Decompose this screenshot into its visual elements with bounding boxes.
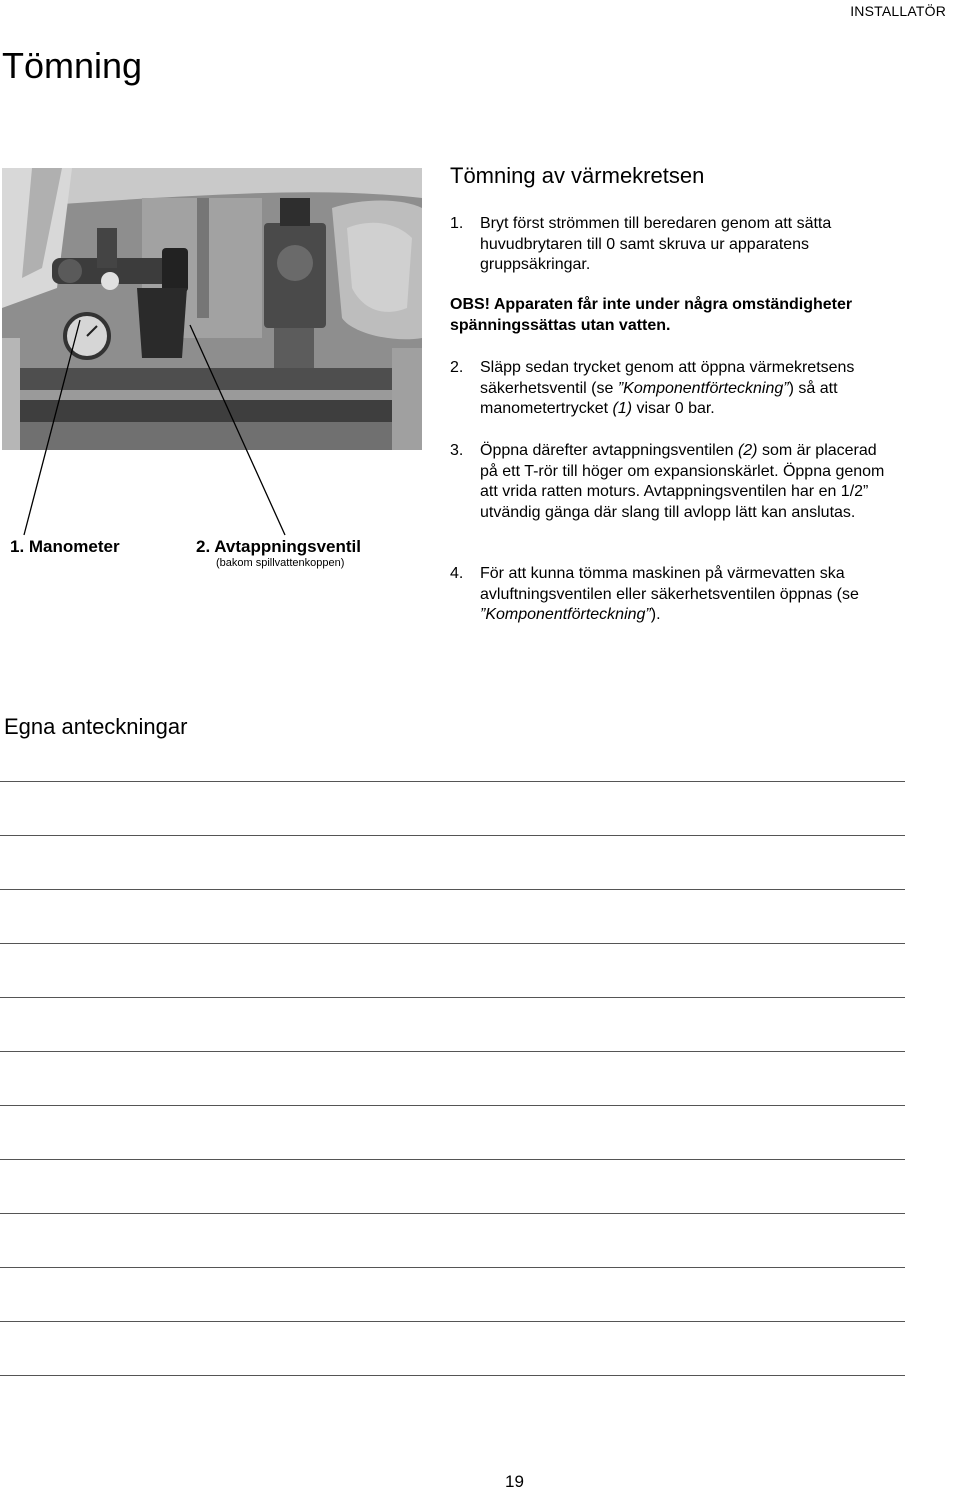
reference-drain-valve: (2) — [737, 442, 758, 459]
list-item-step-3 — [450, 441, 890, 523]
step-number: 4. — [450, 565, 464, 582]
notes-line — [0, 835, 905, 836]
obs-warning-text: OBS! Apparaten får inte under några omständigheter spänningssättas utan vatten. — [450, 296, 853, 334]
notes-line — [0, 1213, 905, 1214]
step-text-part: Öppna därefter avtappningsventilen — [480, 442, 738, 459]
callout-leader-lines — [0, 160, 440, 540]
list-item-step-1 — [450, 214, 890, 276]
section-header-label: INSTALLATÖR — [850, 3, 946, 19]
figure-label-drain-valve-note: (bakom spillvattenkoppen) — [216, 557, 345, 569]
notes-line — [0, 1267, 905, 1268]
page-number: 19 — [505, 1472, 524, 1491]
leader-line-drain-valve — [190, 325, 285, 535]
notes-line — [0, 1375, 905, 1376]
step-text: Bryt först strömmen till beredaren genom att sätta huvudbrytaren till 0 samt skruva ur apparatens gruppsäkringar. — [480, 215, 832, 274]
obs-warning — [450, 295, 890, 336]
list-item-step-2 — [450, 358, 890, 420]
figure-label-manometer: 1. Manometer — [10, 537, 120, 556]
reference-component-list: ”Komponentförteckning” — [480, 606, 651, 624]
reference-component-list: ”Komponentförteckning” — [617, 379, 789, 397]
figure-label-drain-valve: 2. Avtappningsventil — [196, 537, 361, 556]
step-number: 1. — [450, 215, 464, 232]
notes-line — [0, 1051, 905, 1052]
notes-line — [0, 1159, 905, 1160]
notes-line — [0, 997, 905, 998]
step-text-part: som är placerad på ett T-rör till höger om expansionskärlet. Öppna genom att vrida ratten moturs. Avtappningsventilen har en 1/2” utvändig gänga där slang till avlopp lätt kan anslutas. — [480, 442, 885, 521]
notes-line — [0, 1105, 905, 1106]
step-text — [480, 564, 890, 626]
notes-line — [0, 943, 905, 944]
list-item-step-4 — [450, 564, 890, 626]
page-title: Tömning — [2, 45, 143, 86]
section-heading: Tömning av värmekretsen — [450, 163, 705, 188]
step-number: 3. — [450, 442, 464, 459]
step-number: 2. — [450, 359, 464, 376]
notes-line — [0, 781, 905, 782]
notes-line — [0, 1321, 905, 1322]
step-text — [480, 441, 890, 523]
step-text-part: För att kunna tömma maskinen på värmevatten ska avluftningsventilen eller säkerhetsventilen öppnas (se — [480, 565, 859, 603]
step-text-part: ). — [650, 606, 661, 624]
step-text-part: Släpp sedan trycket genom att öppna värmekretsens säkerhetsventil (se — [480, 359, 855, 397]
notes-line — [0, 889, 905, 890]
reference-manometer: (1) — [612, 400, 633, 418]
step-text — [480, 358, 890, 420]
step-text-part: visar 0 bar. — [632, 400, 715, 418]
notes-heading: Egna anteckningar — [4, 714, 188, 739]
step-text-part: ) så att manometertrycket — [480, 379, 838, 418]
leader-line-manometer — [24, 320, 80, 535]
